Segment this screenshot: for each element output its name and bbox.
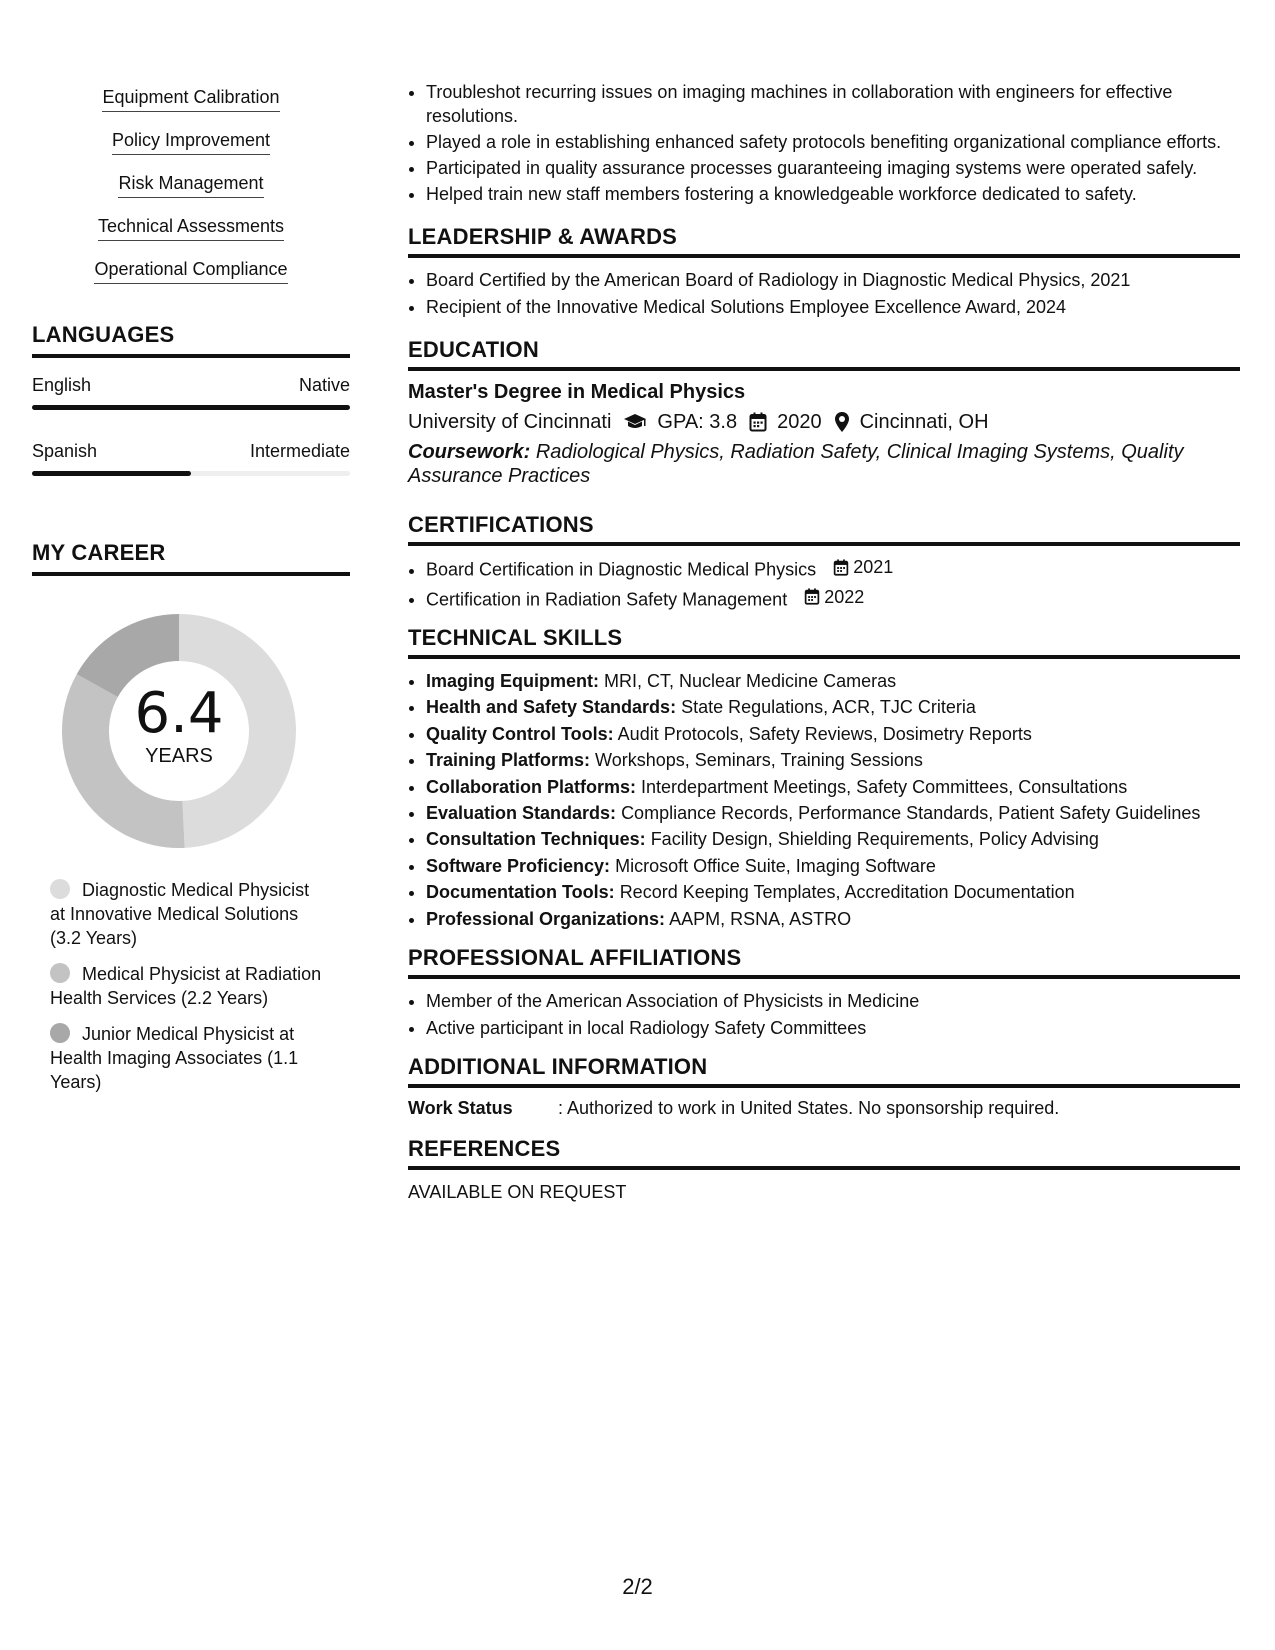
left-column: [32, 80, 350, 1106]
skill-value: Microsoft Office Suite, Imaging Software: [615, 855, 936, 876]
certification-name: Board Certification in Diagnostic Medical Physics: [426, 559, 817, 580]
certification-name: Certification in Radiation Safety Management: [426, 589, 788, 609]
skill-value: Interdepartment Meetings, Safety Committees, Consultations: [641, 776, 1128, 797]
work-status-label: Work Status: [408, 1097, 513, 1118]
right-column: [408, 80, 1240, 1204]
skill-tags: [32, 86, 350, 284]
skill-label: Documentation Tools:: [426, 882, 615, 903]
language-row: [32, 440, 350, 462]
technical-skill-item: [426, 880, 1240, 904]
graduation-cap-icon: [623, 413, 647, 431]
skill-label: Health and Safety Standards:: [426, 697, 677, 718]
skill-tag: Technical Assessments: [98, 215, 284, 241]
affiliations-list: [408, 989, 1240, 1040]
technical-skill-item: [426, 854, 1240, 878]
education-heading: EDUCATION: [408, 337, 1240, 371]
certification-year: 2022: [824, 586, 865, 607]
skill-value: Record Keeping Templates, Accreditation Documentation: [619, 882, 1075, 903]
affiliations-heading: PROFESSIONAL AFFILIATIONS: [408, 945, 1240, 979]
school-name: University of Cincinnati: [408, 411, 612, 433]
skill-value: Workshops, Seminars, Training Sessions: [595, 750, 923, 771]
skill-label: Consultation Techniques:: [426, 829, 646, 850]
certifications-list: [408, 555, 1240, 611]
award-item: • Recipient of the Innovative Medical Solutions Employee Excellence Award, 2024: [426, 295, 1240, 319]
skill-value: State Regulations, ACR, TJC Criteria: [681, 697, 976, 718]
calendar-icon: [804, 588, 820, 605]
work-status-row: [408, 1096, 1240, 1120]
skill-value: Compliance Records, Performance Standards, Patient Safety Guidelines: [621, 802, 1201, 823]
language-bar-fill: [32, 405, 350, 410]
legend-item: [50, 878, 325, 950]
awards-list: [408, 268, 1240, 319]
technical-skill-item: [426, 907, 1240, 931]
additional-info-heading: ADDITIONAL INFORMATION: [408, 1054, 1240, 1088]
language-bar: [32, 405, 350, 410]
certification-date: [833, 555, 893, 579]
references-text: AVAILABLE ON REQUEST: [408, 1181, 627, 1202]
language-row: [32, 374, 350, 396]
certifications-section: [408, 512, 1240, 611]
experience-bullet: • Played a role in establishing enhanced safety protocols benefiting organizational compliance efforts.: [426, 130, 1240, 154]
skill-value: Audit Protocols, Safety Reviews, Dosimetry Reports: [617, 723, 1032, 744]
degree-title: Master's Degree in Medical Physics: [408, 381, 746, 403]
technical-skills-list: [408, 669, 1240, 931]
graduation-year: 2020: [777, 411, 822, 433]
skill-label: Quality Control Tools:: [426, 723, 614, 744]
affiliation-item: • Member of the American Association of Physicists in Medicine: [426, 989, 1240, 1013]
coursework: [408, 440, 1240, 488]
references-heading: REFERENCES: [408, 1136, 1240, 1170]
education-section: [408, 337, 1240, 488]
certification-item: [426, 555, 1240, 582]
coursework-label: Coursework:: [408, 441, 531, 463]
page-number: 2/2: [622, 1574, 653, 1599]
experience-bullets: [408, 80, 1240, 206]
skill-label: Software Proficiency:: [426, 855, 611, 876]
language-level: Intermediate: [249, 441, 350, 461]
legend-dot: [50, 1023, 70, 1043]
affiliation-item: • Active participant in local Radiology Safety Committees: [426, 1016, 1240, 1040]
technical-skill-item: [426, 748, 1240, 772]
technical-skill-item: [426, 695, 1240, 719]
donut-center: [54, 681, 304, 767]
skill-label: Collaboration Platforms:: [426, 776, 637, 797]
skill-value: MRI, CT, Nuclear Medicine Cameras: [604, 671, 897, 691]
education-details: [408, 409, 1240, 435]
career-section: [32, 540, 350, 1094]
calendar-icon: [833, 559, 849, 576]
language-name: English: [32, 375, 92, 395]
skill-value: Facility Design, Shielding Requirements, Policy Advising: [650, 829, 1099, 850]
legend-item: [50, 962, 325, 1010]
technical-skills-section: [408, 625, 1240, 931]
experience-bullet: • Participated in quality assurance processes guaranteeing imaging systems were operated safely.: [426, 156, 1240, 180]
career-legend: [32, 878, 350, 1094]
award-item: • Board Certified by the American Board of Radiology in Diagnostic Medical Physics, 2021: [426, 268, 1240, 292]
school-location: Cincinnati, OH: [859, 411, 989, 433]
technical-skill-item: [426, 827, 1240, 851]
legend-label: Medical Physicist at Radiation Health Services (2.2 Years): [50, 964, 322, 1008]
work-status-value: : Authorized to work in United States. No sponsorship required.: [558, 1097, 1060, 1118]
skill-label: Training Platforms:: [426, 750, 591, 771]
languages-heading: LANGUAGES: [32, 322, 350, 358]
technical-skills-heading: TECHNICAL SKILLS: [408, 625, 1240, 659]
additional-info-section: [408, 1054, 1240, 1120]
skill-label: Evaluation Standards:: [426, 802, 617, 823]
certification-item: [426, 585, 1240, 612]
language-item: [32, 440, 350, 476]
years-unit: YEARS: [145, 745, 213, 767]
legend-item: [50, 1022, 325, 1094]
skill-tag: Equipment Calibration: [102, 86, 279, 112]
affiliations-section: [408, 945, 1240, 1040]
language-bar: [32, 471, 350, 476]
location-pin-icon: [834, 411, 850, 433]
legend-dot: [50, 963, 70, 983]
language-name: Spanish: [32, 441, 98, 461]
skill-value: AAPM, RSNA, ASTRO: [669, 908, 852, 929]
awards-section: [408, 224, 1240, 319]
skill-tag: Policy Improvement: [112, 129, 270, 155]
skill-tag: Risk Management: [118, 172, 263, 198]
experience-bullet: • Troubleshot recurring issues on imaging machines in collaboration with engineers for effective resolutions.: [426, 80, 1240, 128]
language-level: Native: [298, 375, 350, 395]
references-section: [408, 1136, 1240, 1204]
legend-label: Diagnostic Medical Physicist at Innovative Medical Solutions (3.2 Years): [50, 880, 310, 948]
career-heading: MY CAREER: [32, 540, 350, 576]
technical-skill-item: [426, 775, 1240, 799]
technical-skill-item: [426, 669, 1240, 693]
awards-heading: LEADERSHIP & AWARDS: [408, 224, 1240, 258]
language-item: [32, 374, 350, 410]
certification-year: 2021: [853, 557, 894, 577]
technical-skill-item: [426, 801, 1240, 825]
coursework-text: Radiological Physics, Radiation Safety, Clinical Imaging Systems, Quality Assurance Practices: [408, 441, 1184, 487]
total-years: 6.4: [134, 681, 224, 746]
skill-tag: Operational Compliance: [94, 258, 287, 284]
gpa: GPA: 3.8: [657, 411, 738, 433]
technical-skill-item: [426, 722, 1240, 746]
languages-section: [32, 322, 350, 476]
skill-label: Professional Organizations:: [426, 908, 666, 929]
language-bar-fill: [32, 471, 191, 476]
experience-bullet: • Helped train new staff members fostering a knowledgeable workforce dedicated to safety.: [426, 182, 1240, 206]
calendar-icon: [749, 412, 767, 432]
legend-dot: [50, 879, 70, 899]
certifications-heading: CERTIFICATIONS: [408, 512, 1240, 546]
career-donut-chart: [54, 606, 304, 856]
skill-label: Imaging Equipment:: [426, 671, 599, 691]
certification-date: [804, 585, 864, 609]
legend-label: Junior Medical Physicist at Health Imaging Associates (1.1 Years): [50, 1024, 299, 1092]
